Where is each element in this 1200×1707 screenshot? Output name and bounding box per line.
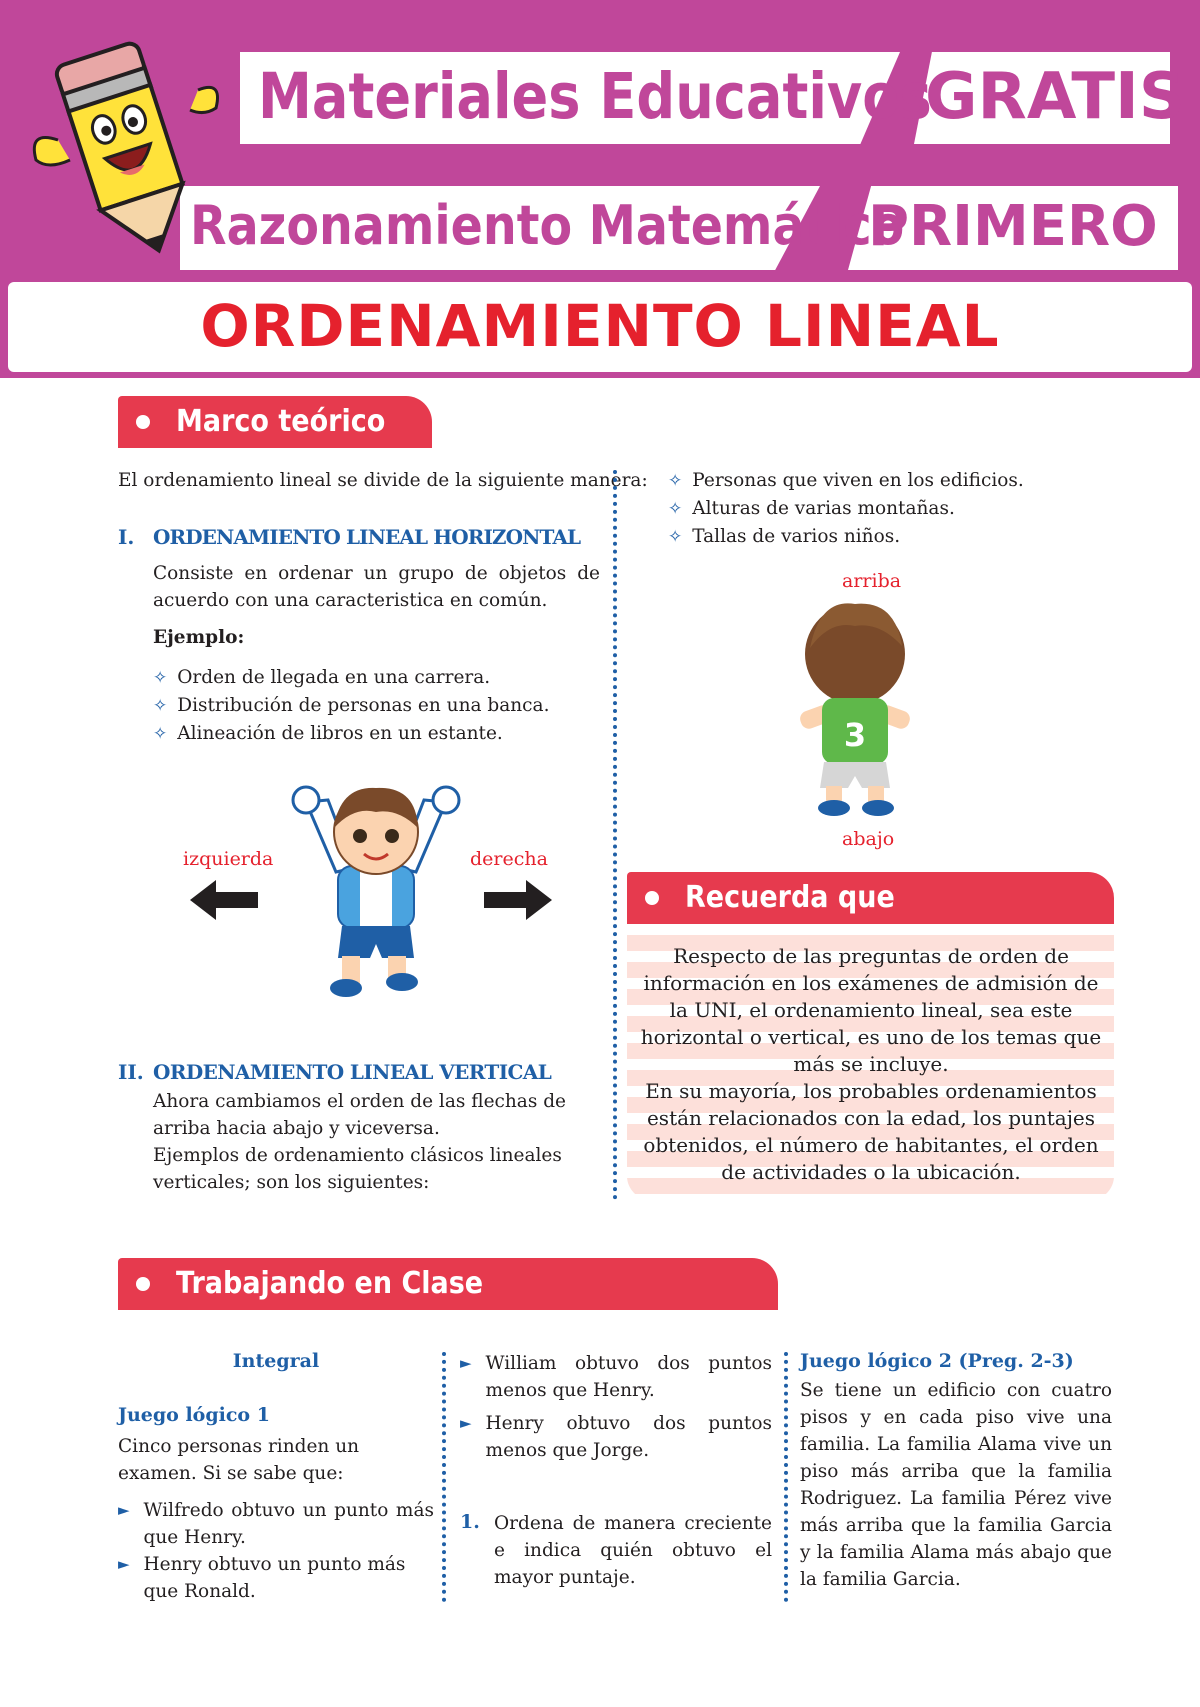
juego-1-title: Juego lógico 1 — [118, 1404, 270, 1426]
section-title: Trabajando en Clase — [176, 1266, 484, 1301]
boy-back-illustration — [780, 598, 930, 820]
intro-text: El ordenamiento lineal se divide de la siguiente manera: — [118, 470, 648, 491]
list-item: ✧ Alturas de varias montañas. — [668, 498, 955, 519]
star-bullet-icon: ✧ — [153, 668, 168, 688]
horizontal-examples-list — [153, 664, 603, 748]
down-label: abajo — [842, 828, 895, 850]
arrow-left-icon — [190, 880, 258, 920]
section-2-examples-intro: Ejemplos de ordenamiento clásicos lineales verticales; son los siguientes: — [153, 1145, 562, 1193]
section-1-title: ORDENAMIENTO LINEAL HORIZONTAL — [153, 525, 581, 549]
right-label: derecha — [470, 848, 548, 870]
star-bullet-icon: ✧ — [668, 471, 683, 491]
bullet-icon — [136, 415, 150, 429]
question-1-text: Ordena de manera creciente e indica quién obtuvo el mayor puntaje. — [494, 1513, 772, 1588]
section-header-recuerda — [627, 872, 1114, 924]
page-title: ORDENAMIENTO LINEAL — [200, 292, 1000, 360]
column-divider — [442, 1352, 446, 1602]
juego-2-title: Juego lógico 2 (Preg. 2-3) — [800, 1350, 1074, 1372]
section-1-description: Consiste en ordenar un grupo de objetos de acuerdo con una caracteristica en común. — [153, 563, 600, 611]
triangle-bullet-icon: ► — [460, 1354, 472, 1372]
section-header-marco — [118, 396, 432, 448]
up-label: arriba — [842, 570, 902, 592]
question-1-number: 1. — [460, 1511, 480, 1533]
list-item: ✧ Orden de llegada en una carrera. — [153, 667, 491, 688]
section-title: Recuerda que — [685, 880, 895, 915]
triangle-bullet-icon: ► — [118, 1555, 130, 1573]
section-1-number: I. — [118, 525, 135, 549]
list-item: ✧ Distribución de personas en una banca. — [153, 695, 550, 716]
list-item: ► Henry obtuvo dos puntos menos que Jorge. — [460, 1410, 772, 1464]
star-bullet-icon: ✧ — [668, 527, 683, 547]
left-label: izquierda — [183, 848, 274, 870]
example-label: Ejemplo: — [153, 627, 245, 648]
recuerda-paragraph-1: Respecto de las preguntas de orden de información en los exámenes de admisión de la UNI, el ordenamiento lineal, sea este horizontal o vertical, es uno de los temas que más se incluye. — [640, 944, 1102, 1076]
star-bullet-icon: ✧ — [153, 724, 168, 744]
integral-label: Integral — [232, 1350, 320, 1372]
list-item: ► Wilfredo obtuvo un punto más que Henry. — [118, 1497, 434, 1551]
section-title: Marco teórico — [176, 404, 386, 439]
juego-1-list-continued — [460, 1350, 772, 1464]
vertical-examples-list — [668, 467, 1128, 551]
triangle-bullet-icon: ► — [118, 1501, 130, 1519]
star-bullet-icon: ✧ — [153, 696, 168, 716]
star-bullet-icon: ✧ — [668, 499, 683, 519]
brand-badge: GRATIS — [925, 60, 1185, 134]
boy-arms-open-illustration — [276, 782, 476, 1002]
list-item: ► William obtuvo dos puntos menos que Henry. — [460, 1350, 772, 1404]
bullet-icon — [136, 1277, 150, 1291]
list-item: ✧ Alineación de libros en un estante. — [153, 723, 503, 744]
arrow-right-icon — [484, 880, 552, 920]
section-2-description: Ahora cambiamos el orden de las flechas de arriba hacia abajo y viceversa. — [153, 1091, 567, 1139]
shirt-number: 3 — [843, 716, 867, 754]
column-divider — [784, 1352, 788, 1602]
section-2-number: II. — [118, 1060, 144, 1084]
section-2-title: ORDENAMIENTO LINEAL VERTICAL — [153, 1060, 552, 1084]
list-item: ✧ Tallas de varios niños. — [668, 526, 901, 547]
juego-2-text: Se tiene un edificio con cuatro pisos y en cada piso vive una familia. La familia Alama vive un piso más arriba que la familia Rodriguez. La familia Pérez vive más arriba que la familia Garcia y la familia Alama más abajo que la familia Garcia. — [800, 1380, 1112, 1590]
subject-title: Razonamiento Matemático — [190, 194, 905, 257]
grade-title: PRIMERO — [868, 194, 1158, 259]
triangle-bullet-icon: ► — [460, 1414, 472, 1432]
brand-title: Materiales Educativos — [258, 60, 932, 133]
bullet-icon — [645, 891, 659, 905]
list-item: ► Henry obtuvo un punto más que Ronald. — [118, 1551, 434, 1605]
list-item: ✧ Personas que viven en los edificios. — [668, 470, 1024, 491]
juego-1-list — [118, 1497, 434, 1605]
recuerda-paragraph-2: En su mayoría, los probables ordenamientos están relacionados con la edad, los puntajes obtenidos, el número de habitantes, el orden de actividades o la ubicación. — [643, 1079, 1099, 1184]
pencil-mascot-icon — [18, 20, 228, 260]
recuerda-text — [640, 943, 1102, 1186]
section-header-clase — [118, 1258, 778, 1310]
column-divider — [613, 470, 617, 1200]
juego-1-intro: Cinco personas rinden un examen. Si se sabe que: — [118, 1436, 360, 1484]
